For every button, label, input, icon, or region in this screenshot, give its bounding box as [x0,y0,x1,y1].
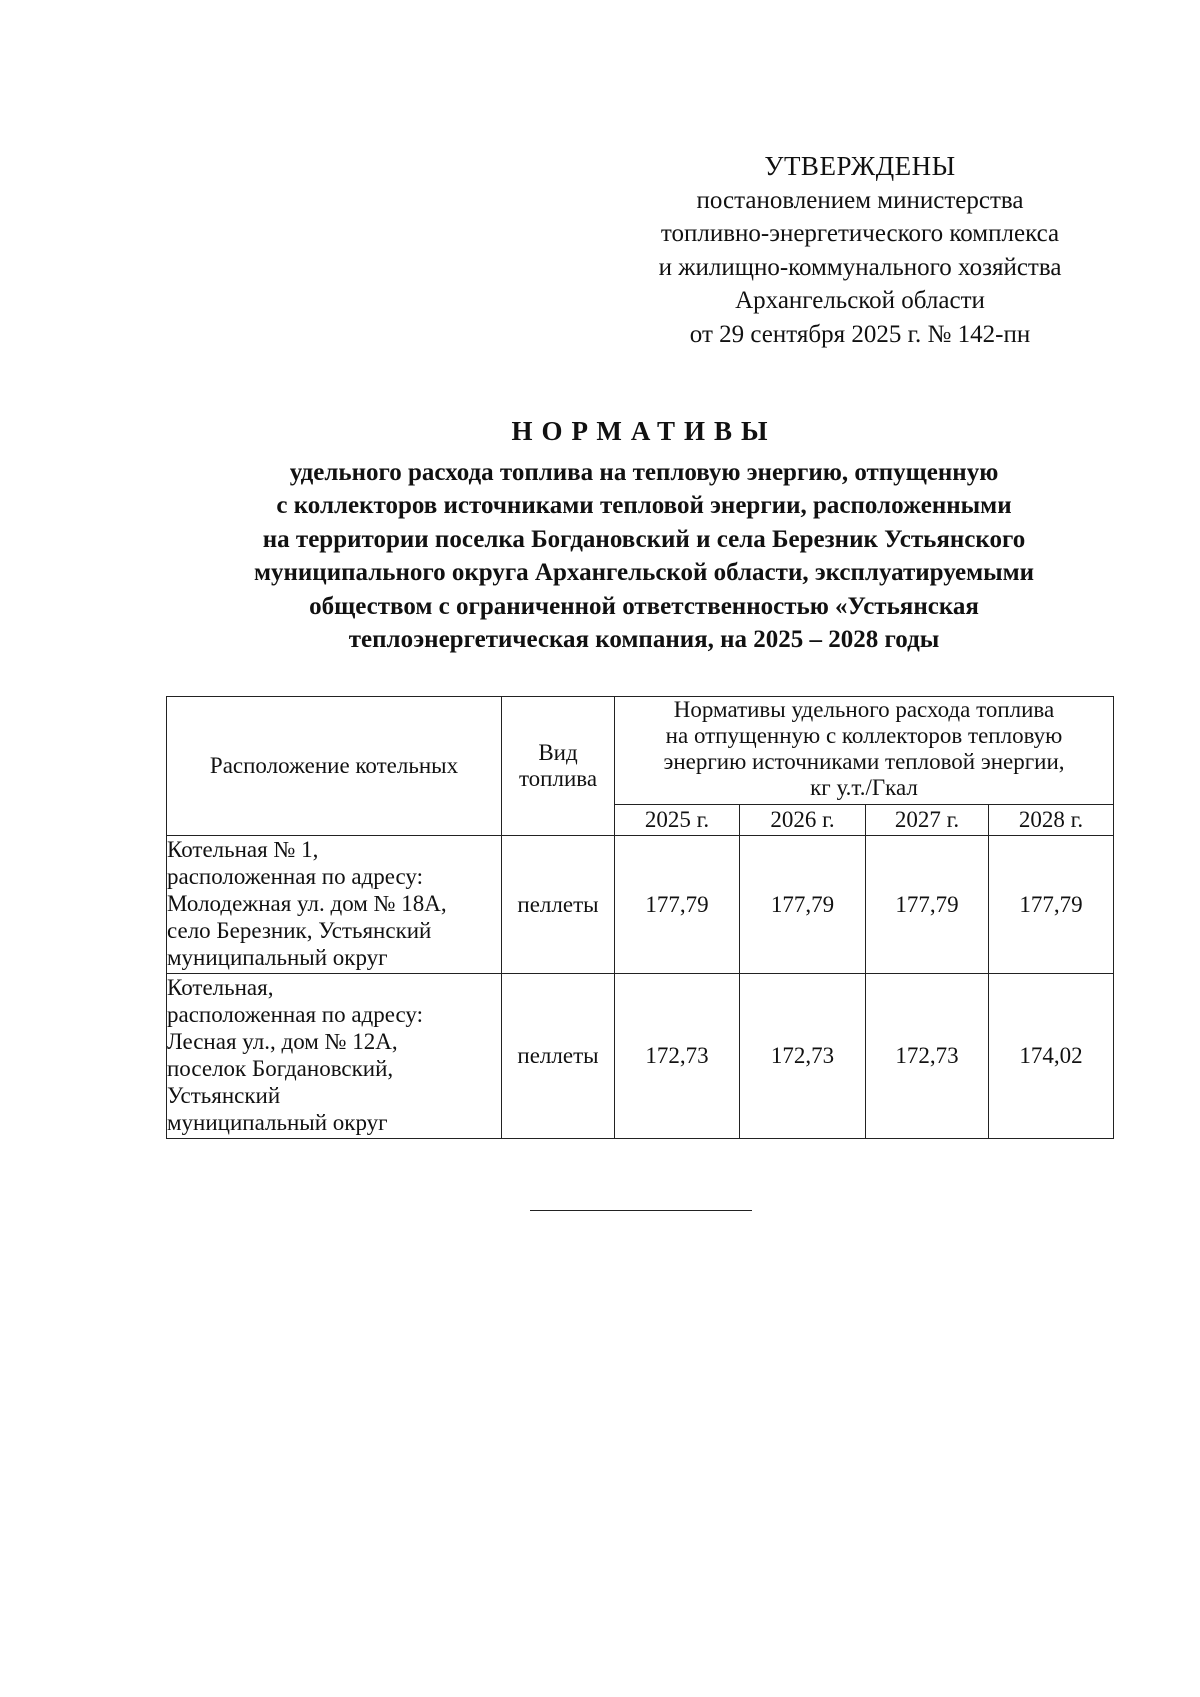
closing-rule-divider [530,1210,752,1211]
title-line: муниципального округа Архангельской области, эксплуатируемыми [253,559,1035,586]
title-line: на территории поселка Богдановский и села Березник Устьянского [262,525,1026,553]
location-line: Устьянский [167,1083,281,1108]
approval-line: постановлением министерства [696,186,1024,214]
document-title: НОРМАТИВЫ [511,416,777,446]
row-fuel: пеллеты [502,836,615,974]
approval-line: от 29 сентября 2025 г. № 142-пн [689,320,1031,348]
title-line: с коллекторов источниками тепловой энергии, расположенными [276,492,1012,519]
row-value-2028: 174,02 [989,974,1114,1139]
title-line: теплоэнергетическая компания, на 2025 – 2028 годы [348,626,940,653]
title-line: удельного расхода топлива на тепловую энергию, отпущенную [289,458,999,486]
row-fuel: пеллеты [502,974,615,1139]
header-fuel [502,697,615,836]
approval-line: топливно-энергетического комплекса [660,220,1060,247]
location-line: поселок Богдановский, [167,1056,394,1081]
location-line: муниципальный округ [167,945,388,970]
header-norms-line: энергию источниками тепловой энергии, [663,749,1065,774]
title-line: обществом с ограниченной ответственностью «Устьянская [309,592,979,620]
table-row [167,974,1114,1139]
row-value-2026: 172,73 [740,974,866,1139]
location-line: Лесная ул., дом № 12А, [167,1029,398,1054]
header-norms-line: кг у.т./Гкал [810,775,918,800]
table-row [167,836,1114,974]
approval-block [615,150,1105,351]
location-line: село Березник, Устьянский [167,918,432,943]
location-line: расположенная по адресу: [167,1002,424,1027]
location-line: Котельная, [167,975,274,1000]
header-fuel-line: Вид [538,740,578,765]
location-line: муниципальный округ [167,1110,388,1135]
header-year-2025: 2025 г. [615,805,740,836]
row-value-2027: 172,73 [866,974,989,1139]
header-year-2026: 2026 г. [740,805,866,836]
table-header-row [167,697,1114,805]
approval-line: Архангельской области [735,287,985,314]
header-year-2028: 2028 г. [989,805,1114,836]
approval-line: и жилищно-коммунального хозяйства [658,253,1062,281]
location-line: расположенная по адресу: [167,864,424,889]
header-norms-line: Нормативы удельного расхода топлива [673,697,1055,722]
row-value-2028: 177,79 [989,836,1114,974]
row-location [167,836,502,974]
row-value-2025: 172,73 [615,974,740,1139]
location-line: Молодежная ул. дом № 18А, [167,891,447,916]
header-norms-line: на отпущенную с коллекторов тепловую [665,723,1063,748]
header-norms [615,697,1114,805]
location-line: Котельная № 1, [167,837,319,862]
header-fuel-line: топлива [518,766,598,791]
norms-table [166,696,1114,1139]
approval-heading: УТВЕРЖДЕНЫ [764,151,956,181]
row-value-2025: 177,79 [615,836,740,974]
header-location: Расположение котельных [167,697,502,836]
row-location [167,974,502,1139]
row-value-2026: 177,79 [740,836,866,974]
row-value-2027: 177,79 [866,836,989,974]
header-year-2027: 2027 г. [866,805,989,836]
document-title-block [120,415,1168,657]
